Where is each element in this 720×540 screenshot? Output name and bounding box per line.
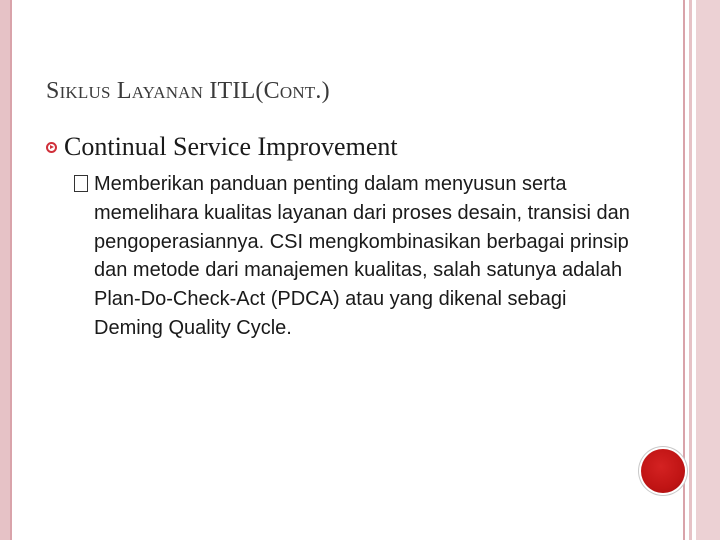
bullet-level-2-text: Memberikan panduan penting dalam menyusun serta memelihara kualitas layanan dari proses desain, transisi dan pengoperasiannya. CSI mengkombinasikan berbagai prinsip dan metode dari manajemen kualitas, salah satunya adalah Plan-Do-Check-Act (PDCA) atau yang dikenal sebagi Deming Quality Cycle. — [94, 173, 630, 339]
title-part: ITIL( — [209, 78, 264, 104]
bullet-level-2 — [74, 170, 634, 343]
title-part: .) — [315, 78, 330, 104]
bullet-level-1 — [46, 132, 398, 162]
square-bullet-icon — [74, 175, 88, 192]
left-decorative-border — [0, 0, 10, 540]
title-part: ONT — [279, 83, 316, 102]
title-part: AYANAN — [131, 83, 204, 102]
title-part: L — [116, 78, 132, 104]
title-part: C — [263, 78, 280, 104]
title-part: IKLUS — [59, 83, 111, 102]
right-decorative-stripe — [689, 0, 692, 540]
title-part: S — [46, 78, 60, 104]
slide-title — [46, 78, 330, 105]
circle-arrow-bullet-icon — [46, 142, 57, 153]
right-decorative-stripe — [683, 0, 685, 540]
right-decorative-stripe — [696, 0, 720, 540]
left-decorative-line — [10, 0, 12, 540]
bullet-level-1-text: Continual Service Improvement — [64, 132, 398, 161]
red-circle-decoration — [641, 449, 685, 493]
